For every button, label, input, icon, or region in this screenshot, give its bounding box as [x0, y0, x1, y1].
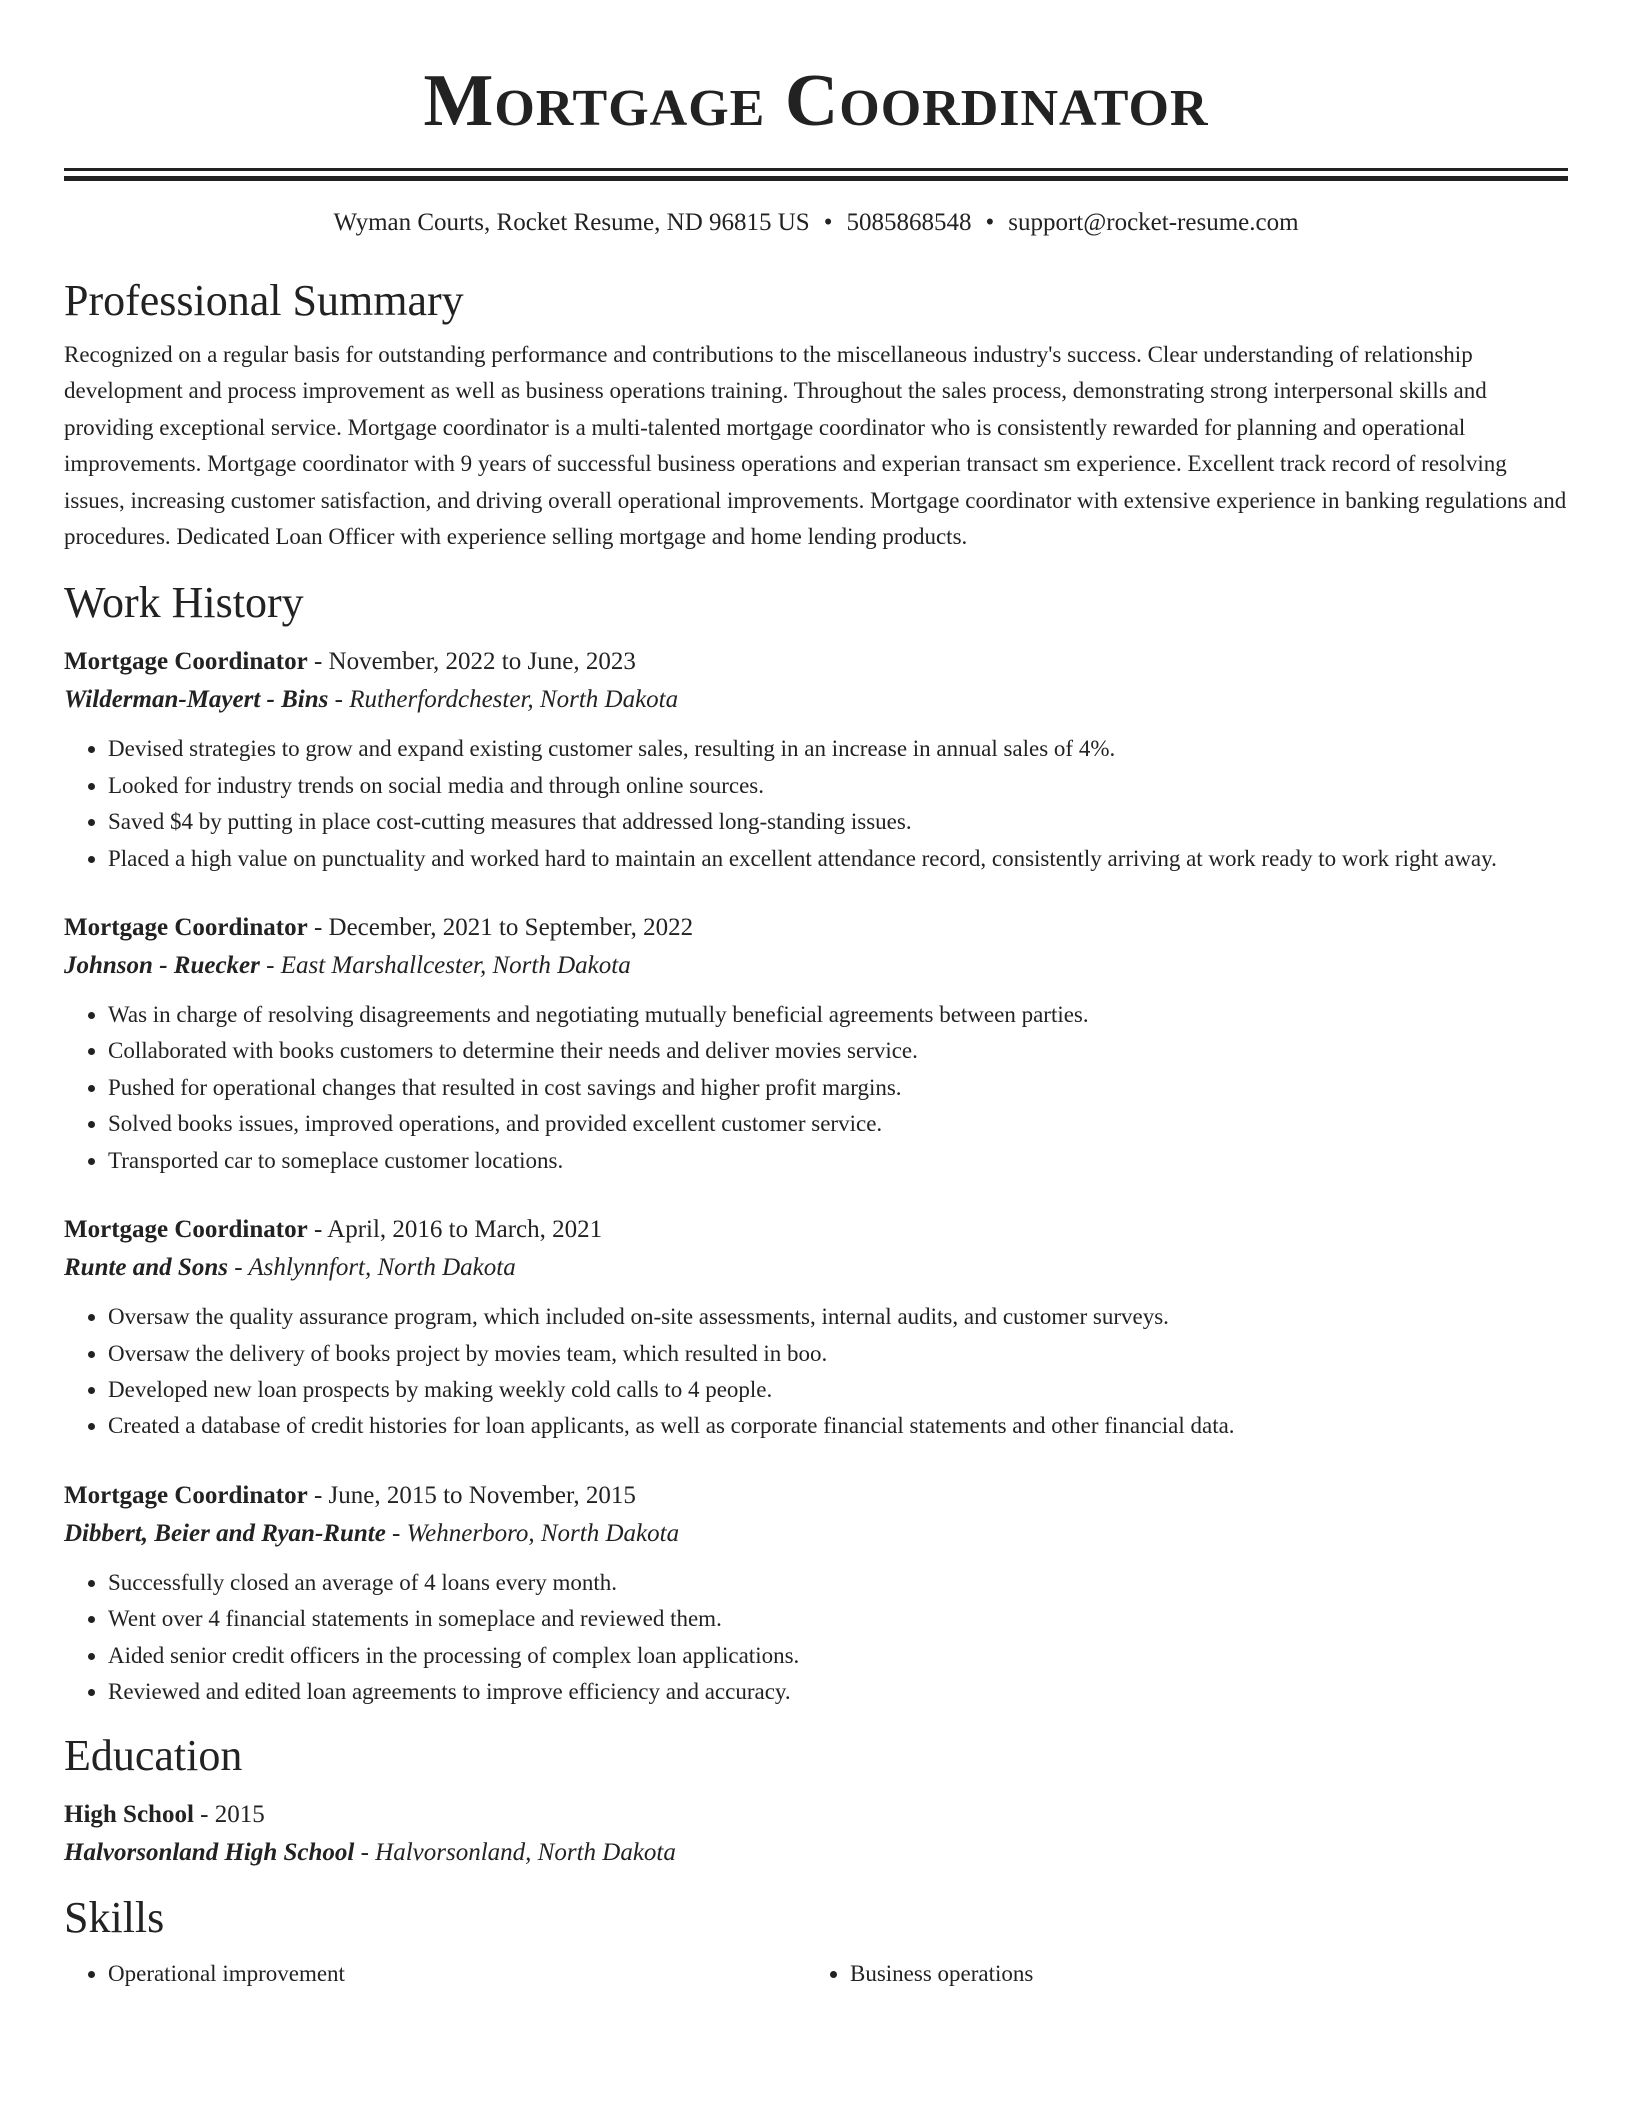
skills-heading: Skills	[64, 1893, 165, 1943]
skills-right-column	[806, 1956, 1550, 1992]
education-year: - 2015	[193, 1801, 265, 1829]
job-title-line	[64, 1477, 1568, 1515]
job-title: Mortgage Coordinator	[64, 648, 308, 676]
job-bullet: • Placed a high value on punctuality and worked hard to maintain an excellent attendance record, consistently arriving at work ready to work right away.	[108, 841, 1568, 877]
job-location: - Ashlynnfort, North Dakota	[227, 1254, 516, 1282]
education-school: Halvorsonland High School	[64, 1839, 355, 1867]
job-title: Mortgage Coordinator	[64, 1216, 308, 1244]
resume-page	[64, 0, 1568, 1992]
title-rule-top	[64, 168, 1568, 171]
job-company: Wilderman-Mayert - Bins	[64, 686, 329, 714]
job-bullet: • Oversaw the delivery of books project by movies team, which resulted in boo.	[108, 1336, 1568, 1372]
job-title: Mortgage Coordinator	[64, 914, 308, 942]
job-bullet: • Saved $4 by putting in place cost-cutting measures that addressed long-standing issues.	[108, 804, 1568, 840]
job-dates: - November, 2022 to June, 2023	[307, 648, 636, 676]
job-bullets	[64, 997, 1568, 1179]
education-degree-line	[64, 1796, 1568, 1834]
contact-line	[64, 207, 1568, 239]
job-company: Johnson - Ruecker	[64, 952, 260, 980]
job-bullet: • Collaborated with books customers to determine their needs and deliver movies service.	[108, 1033, 1568, 1069]
contact-address: Wyman Courts, Rocket Resume, ND 96815 US	[333, 209, 810, 236]
job-bullets	[64, 1565, 1568, 1711]
job-bullet: • Pushed for operational changes that resulted in cost savings and higher profit margins.	[108, 1070, 1568, 1106]
job-company-line	[64, 1515, 1568, 1553]
summary-heading: Professional Summary	[64, 276, 464, 325]
job-bullet: • Transported car to someplace customer locations.	[108, 1143, 1568, 1179]
contact-separator: •	[823, 209, 833, 236]
education-school-line	[64, 1834, 1568, 1872]
resume-title: Mortgage Coordinator	[423, 60, 1209, 142]
title-rule-bottom	[64, 176, 1568, 181]
job-bullet: • Went over 4 financial statements in someplace and reviewed them.	[108, 1601, 1568, 1637]
job-bullets	[64, 731, 1568, 877]
job-company: Dibbert, Beier and Ryan-Runte	[64, 1519, 386, 1547]
contact-email: support@rocket-resume.com	[1008, 209, 1299, 236]
job-location: - East Marshallcester, North Dakota	[259, 952, 631, 980]
education-degree: High School	[64, 1801, 194, 1829]
job-company: Runte and Sons	[64, 1254, 228, 1282]
job-entry	[64, 1477, 1568, 1711]
job-location: - Rutherfordchester, North Dakota	[328, 686, 679, 714]
summary-text: Recognized on a regular basis for outstanding performance and contributions to the miscellaneous industry's success. Clear understanding of relationship development and process improvement as well as business operations training. Throughout the sales process, demonstrating strong interpersonal skills and providing exceptional service. Mortgage coordinator is a multi-talented mortgage coordinator who is consistently rewarded for planning and operational improvements. Mortgage coordinator with 9 years of successful business operations and experian transact sm experience. Excellent track record of resolving issues, increasing customer satisfaction, and driving overall operational improvements. Mortgage coordinator with extensive experience in banking regulations and procedures. Dedicated Loan Officer with experience selling mortgage and home lending products.	[64, 342, 1567, 550]
contact-phone: 5085868548	[846, 209, 972, 236]
job-bullet: • Successfully closed an average of 4 loans every month.	[108, 1565, 1568, 1601]
skills-left-column	[64, 1956, 806, 1992]
education-entry	[64, 1796, 1568, 1872]
job-bullet: • Solved books issues, improved operations, and provided excellent customer service.	[108, 1106, 1568, 1142]
job-bullet: • Oversaw the quality assurance program, which included on-site assessments, internal audits, and customer surveys.	[108, 1299, 1568, 1335]
job-bullet: • Was in charge of resolving disagreements and negotiating mutually beneficial agreements between parties.	[108, 997, 1568, 1033]
education-location: - Halvorsonland, North Dakota	[354, 1839, 676, 1867]
job-entry	[64, 1211, 1568, 1445]
job-location: - Wehnerboro, North Dakota	[385, 1519, 680, 1547]
skill-item: • Operational improvement	[108, 1956, 806, 1992]
job-bullet: • Aided senior credit officers in the processing of complex loan applications.	[108, 1638, 1568, 1674]
job-title-line	[64, 643, 1568, 681]
skill-item: • Business operations	[850, 1956, 1550, 1992]
job-company-line	[64, 947, 1568, 985]
education-heading: Education	[64, 1731, 243, 1781]
job-company-line	[64, 1249, 1568, 1287]
job-entry	[64, 909, 1568, 1179]
job-bullet: • Devised strategies to grow and expand existing customer sales, resulting in an increase in annual sales of 4%.	[108, 731, 1568, 767]
job-bullet: • Created a database of credit histories for loan applicants, as well as corporate financial statements and other financial data.	[108, 1408, 1568, 1444]
job-entry	[64, 643, 1568, 877]
job-dates: - April, 2016 to March, 2021	[307, 1216, 603, 1244]
work-history-heading: Work History	[64, 578, 304, 628]
job-bullet: • Reviewed and edited loan agreements to improve efficiency and accuracy.	[108, 1674, 1568, 1710]
job-title: Mortgage Coordinator	[64, 1481, 308, 1509]
job-company-line	[64, 681, 1568, 719]
job-bullet: • Looked for industry trends on social media and through online sources.	[108, 768, 1568, 804]
job-dates: - June, 2015 to November, 2015	[307, 1481, 636, 1509]
job-title-line	[64, 1211, 1568, 1249]
job-title-line	[64, 909, 1568, 947]
skills-columns	[64, 1956, 1568, 1992]
contact-separator: •	[985, 209, 995, 236]
job-bullets	[64, 1299, 1568, 1445]
work-history-list	[64, 643, 1568, 1710]
job-bullet: • Developed new loan prospects by making weekly cold calls to 4 people.	[108, 1372, 1568, 1408]
job-dates: - December, 2021 to September, 2022	[307, 914, 694, 942]
